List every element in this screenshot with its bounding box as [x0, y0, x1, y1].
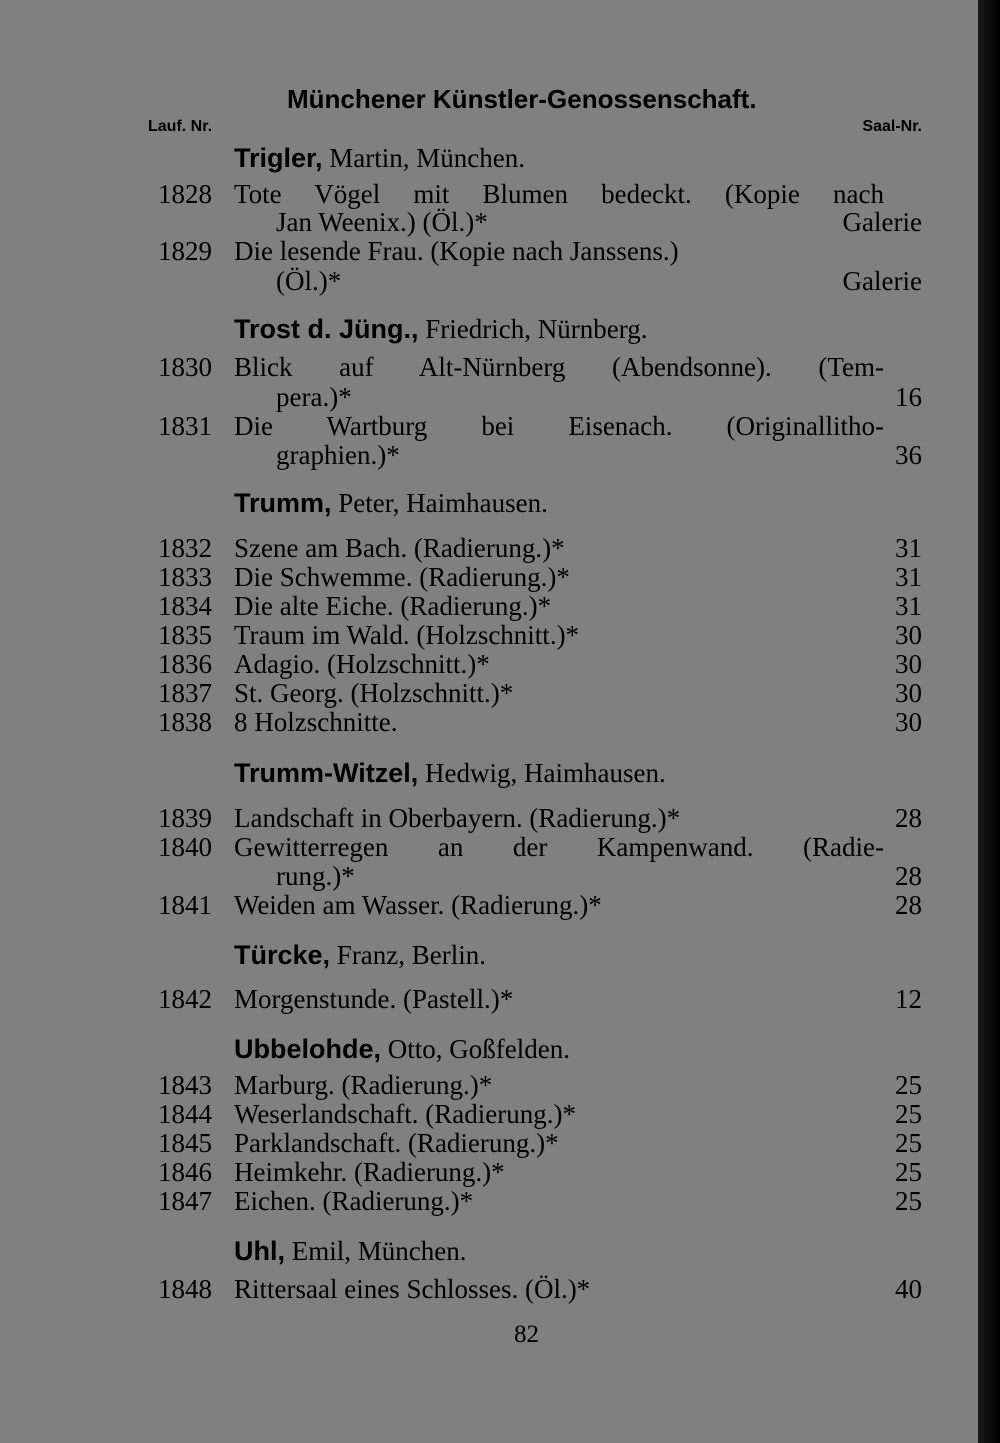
entry-saal: 25: [895, 1186, 922, 1216]
artist-surname: Trost d. Jüng.,: [234, 314, 419, 344]
entry-title: Die lesende Frau. (Kopie nach Janssens.): [234, 236, 679, 266]
entry-number: 1828: [158, 179, 212, 209]
artist-details: Emil, München.: [285, 1236, 467, 1266]
entry-title: Adagio. (Holzschnitt.)*: [234, 649, 490, 679]
entry-number: 1830: [158, 352, 212, 382]
page-title: Münchener Künstler-Genossenschaft.: [287, 84, 757, 114]
entry-saal: 31: [895, 562, 922, 592]
artist-details: Otto, Goßfelden.: [381, 1034, 570, 1064]
entry-title: Morgenstunde. (Pastell.)*: [234, 984, 514, 1014]
artist-surname: Türcke,: [234, 940, 331, 970]
artist-heading: [234, 490, 548, 517]
artist-details: Friedrich, Nürnberg.: [418, 314, 648, 344]
entry-saal: Galerie: [842, 266, 922, 296]
entry-title: Tote Vögel mit Blumen bedeckt. (Kopie nach: [234, 179, 884, 209]
entry-saal: 25: [895, 1070, 922, 1100]
entry-title: Die Schwemme. (Radierung.)*: [234, 562, 570, 592]
artist-details: Franz, Berlin.: [330, 940, 487, 970]
artist-surname: Ubbelohde,: [234, 1034, 381, 1064]
entry-saal: 25: [895, 1157, 922, 1187]
entry-title: Weserlandschaft. (Radierung.)*: [234, 1099, 576, 1129]
page-number: 82: [514, 1321, 539, 1348]
entry-number: 1844: [158, 1099, 212, 1129]
entry-number: 1842: [158, 984, 212, 1014]
entry-saal: 12: [895, 984, 922, 1014]
entry-title-continued: Jan Weenix.) (Öl.)*: [276, 207, 488, 237]
entry-saal: 31: [895, 533, 922, 563]
entry-title: Blick auf Alt-Nürnberg (Abendsonne). (Tem-: [234, 352, 884, 382]
entry-title-continued: graphien.)*: [276, 440, 400, 470]
entry-saal: 25: [895, 1128, 922, 1158]
entry-number: 1843: [158, 1070, 212, 1100]
entry-number: 1841: [158, 890, 212, 920]
entry-title-continued: (Öl.)*: [276, 266, 342, 296]
entry-title: Marburg. (Radierung.)*: [234, 1070, 493, 1100]
entry-saal: 31: [895, 591, 922, 621]
artist-details: Peter, Haimhausen.: [331, 488, 548, 518]
entry-number: 1836: [158, 649, 212, 679]
entry-saal: 30: [895, 649, 922, 679]
entry-title: Die alte Eiche. (Radierung.)*: [234, 591, 552, 621]
entry-saal: 30: [895, 707, 922, 737]
artist-surname: Trigler,: [234, 143, 323, 173]
entry-saal: 40: [895, 1274, 922, 1304]
artist-heading: [234, 316, 647, 343]
entry-number: 1845: [158, 1128, 212, 1158]
entry-saal: 28: [895, 890, 922, 920]
entry-number: 1848: [158, 1274, 212, 1304]
entry-title: Weiden am Wasser. (Radierung.)*: [234, 890, 602, 920]
entry-title: Gewitterregen an der Kampenwand. (Radie-: [234, 832, 884, 862]
entry-saal: 28: [895, 803, 922, 833]
artist-heading: [234, 942, 486, 969]
artist-heading: [234, 1036, 570, 1063]
entry-number: 1834: [158, 591, 212, 621]
artist-surname: Trumm-Witzel,: [234, 758, 419, 788]
artist-surname: Trumm,: [234, 488, 332, 518]
entry-number: 1835: [158, 620, 212, 650]
artist-details: Hedwig, Haimhausen.: [418, 758, 666, 788]
entry-number: 1839: [158, 803, 212, 833]
entry-title: Parklandschaft. (Radierung.)*: [234, 1128, 559, 1158]
entry-title: 8 Holzschnitte.: [234, 707, 398, 737]
entry-title: Eichen. (Radierung.)*: [234, 1186, 474, 1216]
artist-details: Martin, München.: [322, 143, 526, 173]
column-header-lauf-nr: Lauf. Nr.: [148, 118, 213, 135]
entry-title: Traum im Wald. (Holzschnitt.)*: [234, 620, 580, 650]
entry-title: Szene am Bach. (Radierung.)*: [234, 533, 565, 563]
entry-number: 1847: [158, 1186, 212, 1216]
entry-title-continued: rung.)*: [276, 861, 355, 891]
entry-number: 1837: [158, 678, 212, 708]
book-spine-edge: [978, 0, 1000, 1443]
entry-saal: 36: [895, 440, 922, 470]
column-header-saal-nr: Saal-Nr.: [862, 118, 922, 135]
entry-saal: 28: [895, 861, 922, 891]
entry-saal: 30: [895, 620, 922, 650]
entry-title: Heimkehr. (Radierung.)*: [234, 1157, 505, 1187]
entry-number: 1832: [158, 533, 212, 563]
entry-number: 1840: [158, 832, 212, 862]
entry-number: 1846: [158, 1157, 212, 1187]
entry-title: Rittersaal eines Schlosses. (Öl.)*: [234, 1274, 591, 1304]
artist-surname: Uhl,: [234, 1236, 285, 1266]
entry-title: St. Georg. (Holzschnitt.)*: [234, 678, 514, 708]
entry-number: 1833: [158, 562, 212, 592]
entry-saal: 30: [895, 678, 922, 708]
entry-number: 1838: [158, 707, 212, 737]
artist-heading: [234, 760, 666, 787]
entry-title: Landschaft in Oberbayern. (Radierung.)*: [234, 803, 681, 833]
entry-saal: Galerie: [842, 207, 922, 237]
entry-number: 1831: [158, 411, 212, 441]
artist-heading: [234, 145, 525, 172]
entry-saal: 25: [895, 1099, 922, 1129]
artist-heading: [234, 1238, 466, 1265]
entry-saal: 16: [895, 382, 922, 412]
entry-title: Die Wartburg bei Eisenach. (Originallitho-: [234, 411, 884, 441]
entry-title-continued: pera.)*: [276, 382, 352, 412]
entry-number: 1829: [158, 236, 212, 266]
